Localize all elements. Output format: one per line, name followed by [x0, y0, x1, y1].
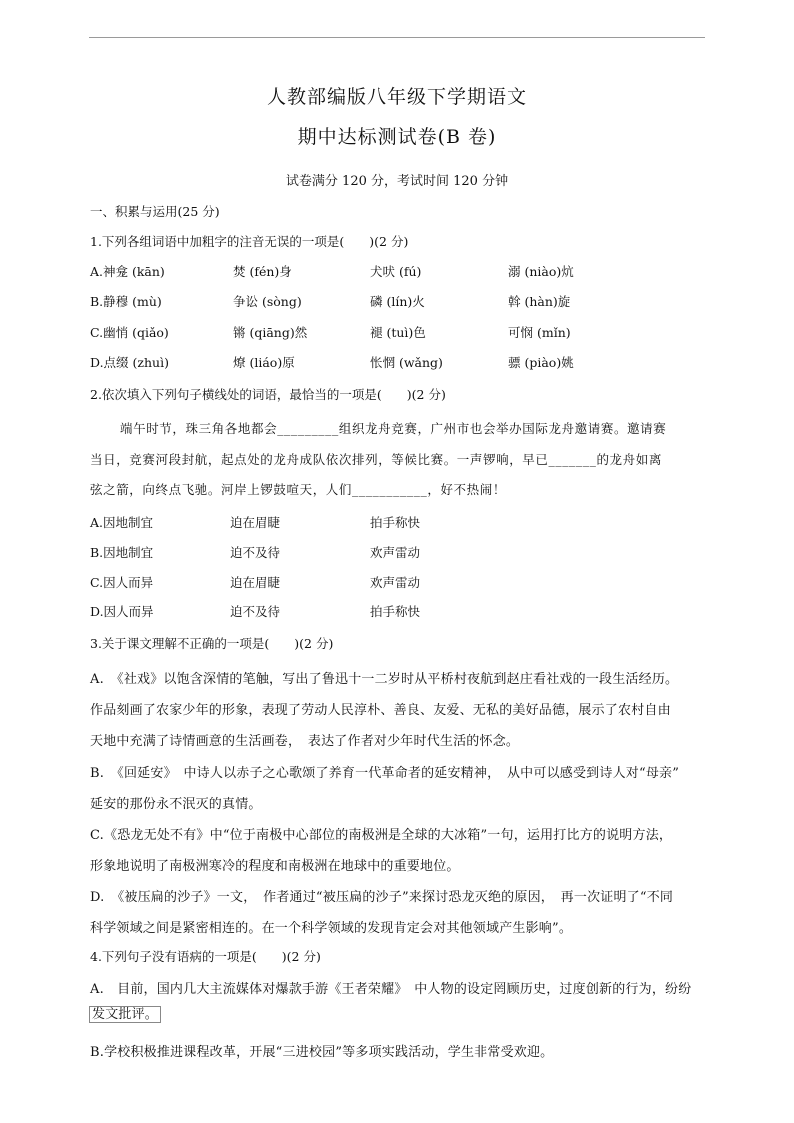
- q2-passage-line-3: 弦之箭，向终点飞驰。河岸上锣鼓喧天，人们___________，好不热闹！: [90, 482, 506, 497]
- q1-option-a-1: A.神龛 (kān): [90, 264, 165, 279]
- q2-option-d-1: D.因人而异: [90, 604, 154, 619]
- q4-option-a-line-2-text: 发文批评。: [89, 1006, 161, 1023]
- q2-passage-line-2: 当日，竞赛河段封航，起点处的龙舟成队依次排列，等候比赛。一声锣响，早已_______的龙舟如离: [90, 452, 662, 467]
- q3-line-6: C.《恐龙无处不有》中“位于南极中心部位的南极洲是全球的大冰箱”一句，运用打比方的说明方法，: [90, 828, 673, 843]
- q3-line-7: 形象地说明了南极洲寒冷的程度和南极洲在地球中的重要地位。: [90, 859, 460, 874]
- q2-option-a-1: A.因地制宜: [90, 515, 154, 530]
- q2-option-a-2: 迫在眉睫: [230, 515, 281, 530]
- q1-option-d-4: 骠 (piào)姚: [508, 355, 574, 370]
- q1-option-b-2: 争讼 (sòng): [233, 294, 302, 309]
- q4-option-a-line-2: [89, 1003, 161, 1022]
- q1-option-c-1: C.幽悄 (qiǎo): [90, 325, 169, 340]
- q1-option-c-3: 褪 (tuì)色: [370, 325, 426, 340]
- header-rule: [89, 37, 705, 38]
- q1-option-c-2: 锵 (qiāng)然: [233, 325, 308, 340]
- question-4-stem: 4.下列句子没有语病的一项是( )(2 分): [90, 949, 321, 964]
- q1-option-d-1: D.点缀 (zhuì): [90, 355, 169, 370]
- question-2-stem: 2.依次填入下列句子横线处的词语，最恰当的一项是( )(2 分): [90, 387, 446, 402]
- page-title: 人教部编版八年级下学期语文: [266, 86, 527, 108]
- q3-line-1: A. 《社戏》以饱含深情的笔触，写出了鲁迅十一二岁时从平桥村夜航到赵庄看社戏的一段生活经历。: [90, 672, 679, 687]
- q3-line-2: 作品刻画了农家少年的形象，表现了劳动人民淳朴、善良、友爱、无私的美好品德，展示了农村自由: [90, 703, 671, 718]
- q2-option-a-3: 拍手称快: [370, 515, 421, 530]
- question-1-stem: 1.下列各组词语中加粗字的注音无误的一项是( )(2 分): [90, 234, 409, 249]
- q2-passage-line-1: 端午时节，珠三角各地都会_________组织龙舟竞赛，广州市也会举办国际龙舟邀请赛。邀请赛: [120, 421, 667, 436]
- q1-option-a-3: 犬吠 (fú): [370, 264, 422, 279]
- q1-option-b-1: B.静穆 (mù): [90, 294, 162, 309]
- q2-option-b-3: 欢声雷动: [370, 545, 421, 560]
- section-heading: 一、积累与运用(25 分): [90, 204, 220, 219]
- q1-option-a-4: 溺 (niào)炕: [508, 264, 574, 279]
- page-subtitle: 期中达标测试卷(B 卷): [297, 126, 497, 148]
- q1-option-c-4: 可悯 (mǐn): [508, 325, 571, 340]
- q4-option-b-line-1: B.学校积极推进课程改革，开展“三进校园”等多项实践活动，学生非常受欢迎。: [90, 1045, 554, 1060]
- q1-option-b-4: 斡 (hàn)旋: [508, 294, 571, 309]
- q2-option-d-2: 迫不及待: [230, 604, 281, 619]
- q3-line-9: 科学领域之间是紧密相连的。在一个科学领域的发现肯定会对其他领域产生影响”。: [90, 921, 573, 936]
- q2-option-b-1: B.因地制宜: [90, 545, 154, 560]
- exam-info: 试卷满分 120 分，考试时间 120 分钟: [285, 174, 509, 189]
- q3-line-4: B. 《回延安》 中诗人以赤子之心歌颂了养育一代革命者的延安精神， 从中可以感受到诗人对“母亲”: [90, 766, 680, 781]
- q4-option-a-line-1: A. 目前，国内几大主流媒体对爆款手游《王者荣耀》 中人物的设定罔顾历史，过度创新的行为，纷纷: [90, 982, 692, 997]
- q2-option-c-2: 迫在眉睫: [230, 575, 281, 590]
- q2-option-b-2: 迫不及待: [230, 545, 281, 560]
- q3-line-3: 天地中充满了诗情画意的生活画卷， 表达了作者对少年时代生活的怀念。: [90, 734, 520, 749]
- q1-option-b-3: 磷 (lín)火: [370, 294, 425, 309]
- q1-option-a-2: 焚 (fén)身: [233, 264, 292, 279]
- question-3-stem: 3.关于课文理解不正确的一项是( )(2 分): [90, 636, 334, 651]
- q2-option-d-3: 拍手称快: [370, 604, 421, 619]
- q1-option-d-2: 燎 (liáo)原: [233, 355, 295, 370]
- q3-line-8: D. 《被压扁的沙子》一文， 作者通过“被压扁的沙子”来探讨恐龙灭绝的原因， 再一次证明了“不同: [90, 890, 674, 905]
- q2-option-c-3: 欢声雷动: [370, 575, 421, 590]
- q3-line-5: 延安的那份永不泯灭的真情。: [90, 797, 262, 812]
- q2-option-c-1: C.因人而异: [90, 575, 154, 590]
- q1-option-d-3: 怅惘 (wǎng): [370, 355, 443, 370]
